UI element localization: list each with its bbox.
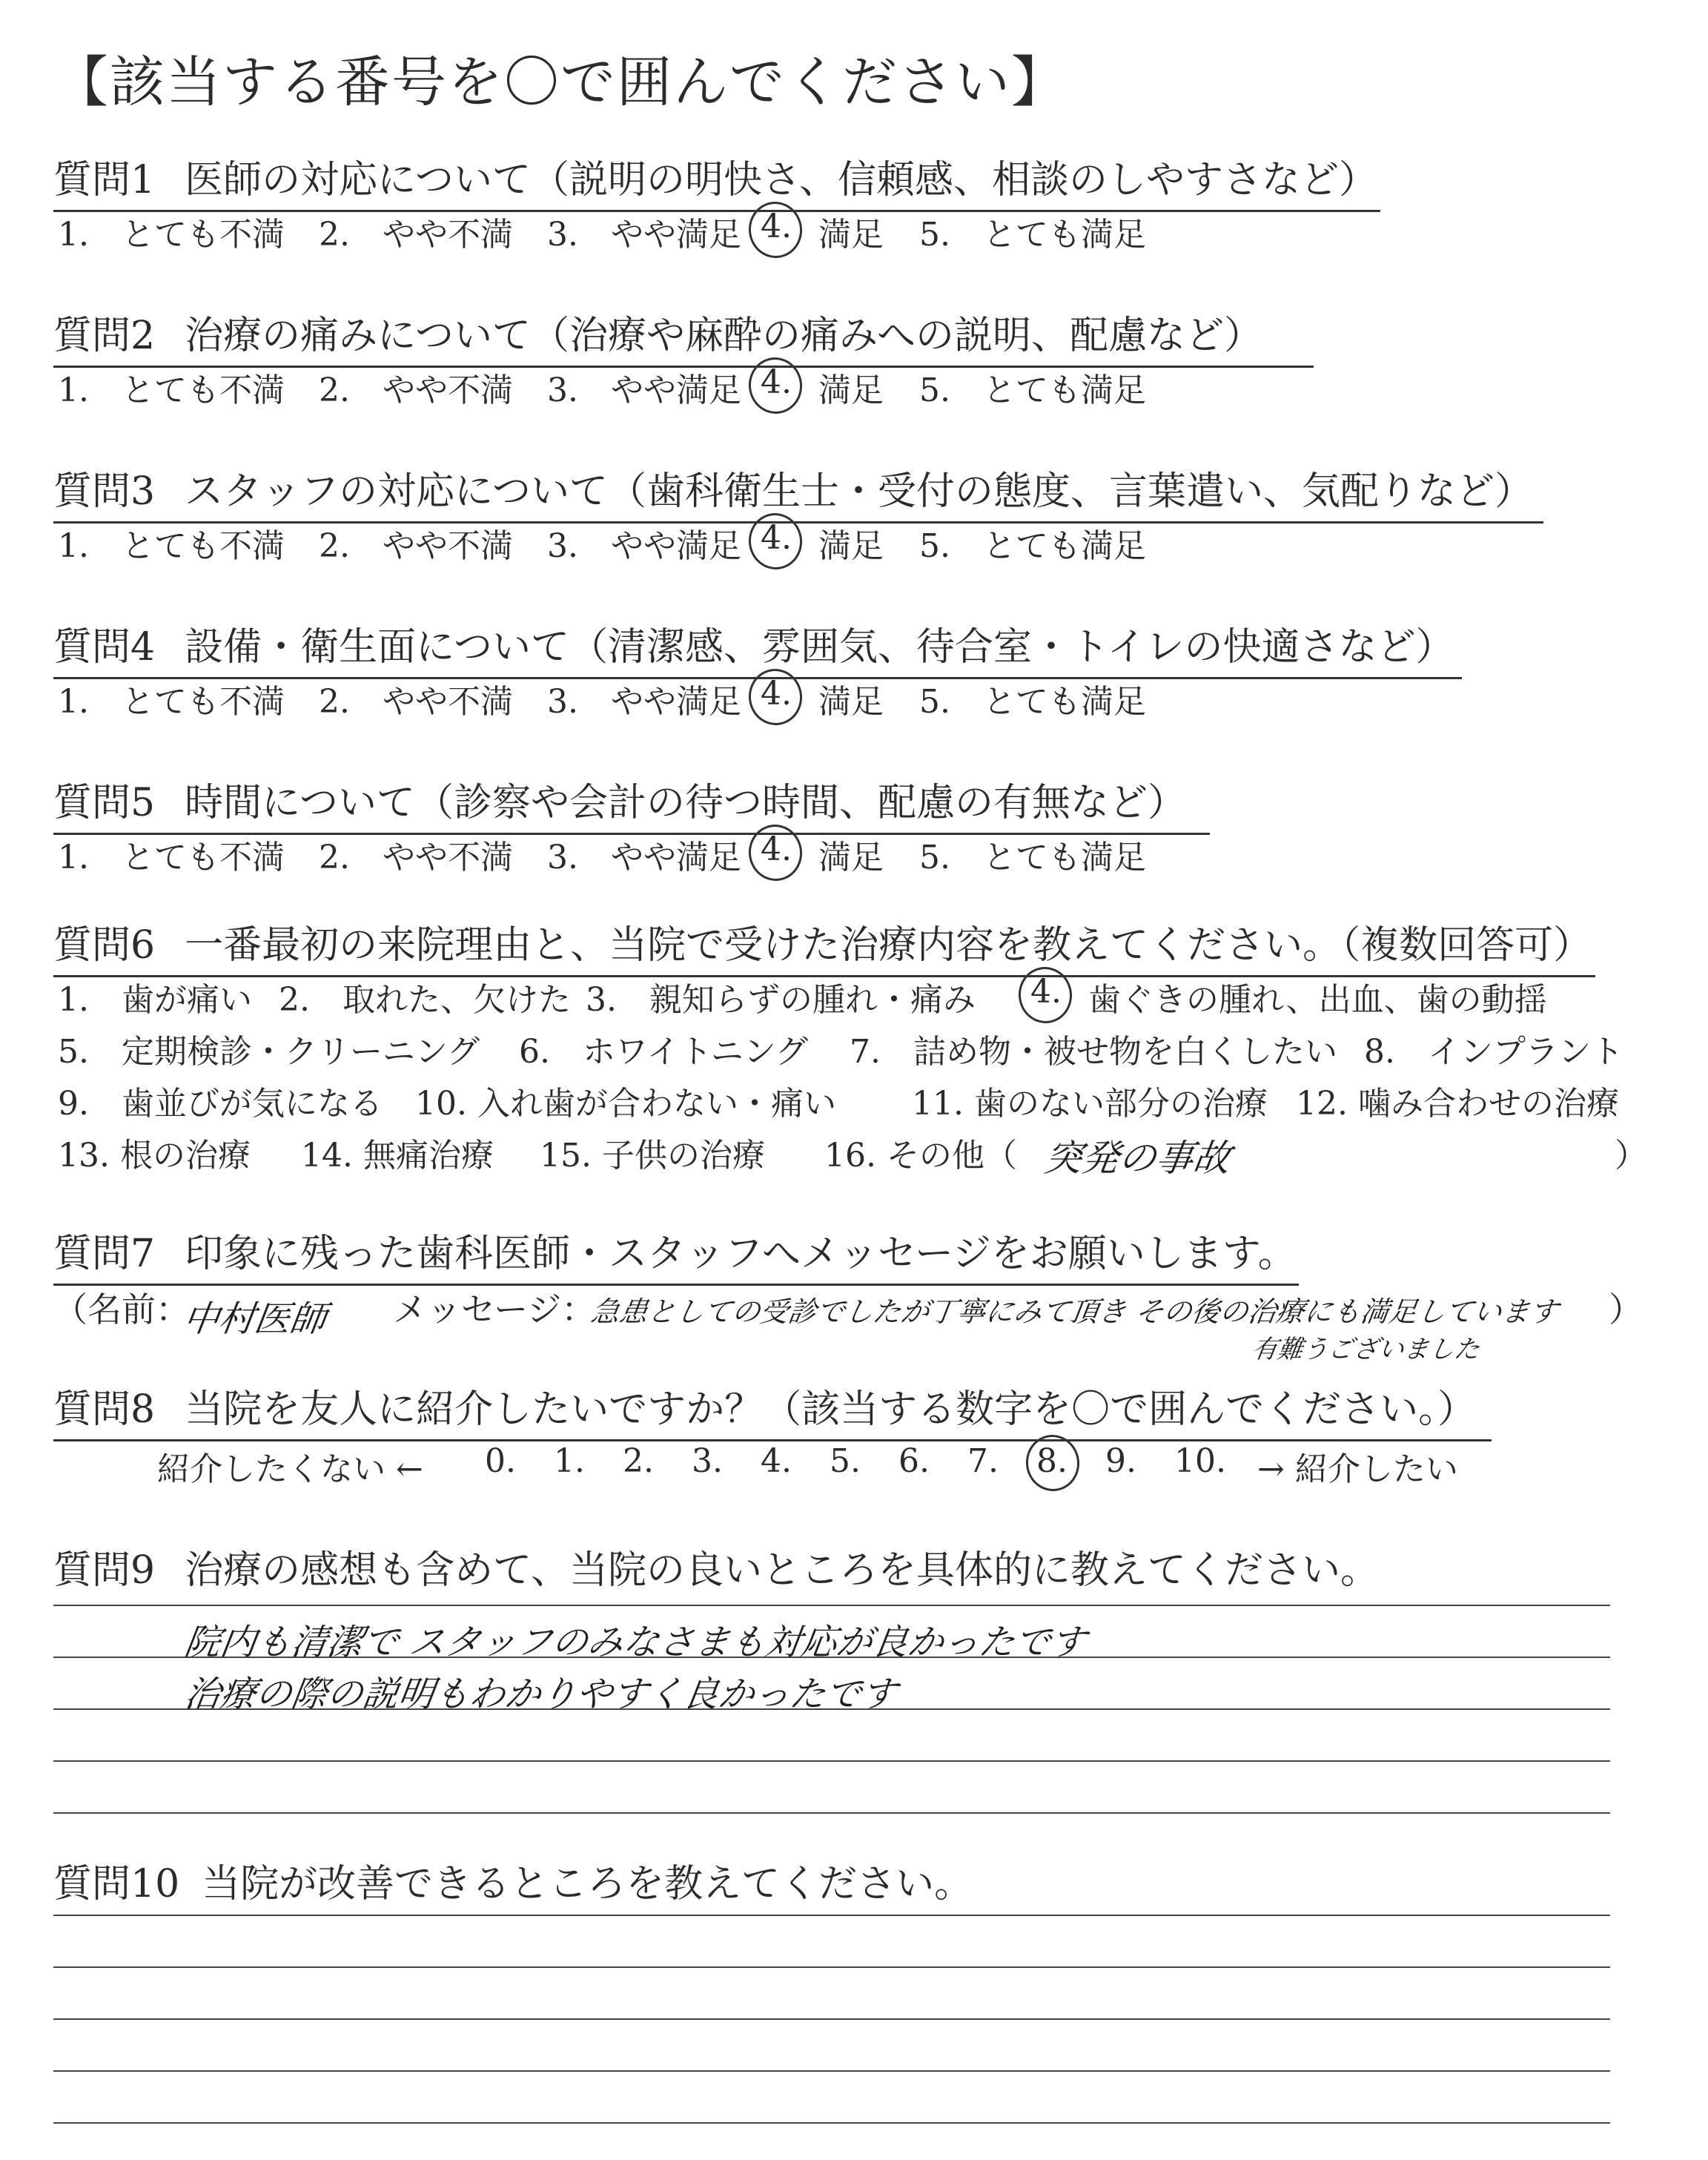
q2-title <box>53 304 1314 368</box>
q6-option-r3-c3[interactable]: 11. 歯のない部分の治療 <box>912 1085 1268 1123</box>
q8-title <box>53 1378 1492 1441</box>
q1-option-3[interactable]: 3. やや満足 <box>547 216 741 254</box>
q3-option-6[interactable]: 5. とても満足 <box>919 527 1146 565</box>
q8-text: 当院を友人に紹介したいですか？（該当する数字を〇で囲んでください。） <box>185 1387 1477 1432</box>
q6-option-r4-c2[interactable]: 14. 無痛治療 <box>301 1137 494 1175</box>
page-header: 【該当する番号を〇で囲んでください】 <box>53 50 1068 114</box>
q7-name-label: （名前： <box>53 1289 190 1330</box>
q10-number: 質問10 <box>53 1862 180 1906</box>
q9-line-4 <box>53 1760 1610 1762</box>
q5-option-6[interactable]: 5. とても満足 <box>919 839 1146 876</box>
q8-option-1[interactable]: 1. <box>554 1442 585 1480</box>
q8-option-10[interactable]: 10. <box>1174 1442 1226 1480</box>
q6-option-r3-c4[interactable]: 12. 噛み合わせの治療 <box>1296 1085 1619 1123</box>
q5-option-3[interactable]: 3. やや満足 <box>547 839 741 876</box>
q1-text: 医師の対応について（説明の明快さ、信頼感、相談のしやすさなど） <box>185 158 1377 202</box>
q10-title <box>53 1852 973 1908</box>
q1-option-6[interactable]: 5. とても満足 <box>919 216 1146 254</box>
q2-option-6[interactable]: 5. とても満足 <box>919 371 1146 409</box>
q6-title <box>53 914 1595 977</box>
q1-number: 質問1 <box>53 158 156 202</box>
q9-answer-1: 院内も清潔で スタッフのみなさまも対応が良かったです <box>182 1622 1089 1663</box>
q3-option-2[interactable]: 2. やや不満 <box>319 527 513 565</box>
q8-option-7[interactable]: 7. <box>967 1442 999 1480</box>
q8-option-0[interactable]: 0. <box>485 1442 516 1480</box>
q3-number: 質問3 <box>53 469 156 514</box>
q1-title <box>53 148 1380 212</box>
q6-option-r4-c4[interactable]: 16. その他（ <box>824 1137 1017 1175</box>
q5-option-4[interactable]: 4. <box>761 830 792 868</box>
q6-option-r2-c4[interactable]: 8. インプラント <box>1364 1033 1623 1071</box>
q8-option-8[interactable]: 8. <box>1036 1442 1068 1480</box>
q5-text: 時間について（診察や会計の待つ時間、配慮の有無など） <box>185 781 1187 825</box>
q8-option-2[interactable]: 2. <box>623 1442 654 1480</box>
q2-number: 質問2 <box>53 314 156 358</box>
q3-title <box>53 460 1543 524</box>
q5-number: 質問5 <box>53 781 156 825</box>
q1-option-1[interactable]: 1. とても不満 <box>58 216 285 254</box>
q8-option-5[interactable]: 5. <box>830 1442 861 1480</box>
q1-option-2[interactable]: 2. やや不満 <box>319 216 513 254</box>
q6-option-r4-c3[interactable]: 15. 子供の治療 <box>540 1137 765 1175</box>
q7-message-label: メッセージ： <box>393 1289 596 1330</box>
q1-option-4[interactable]: 4. <box>761 208 792 245</box>
q7-title <box>53 1222 1299 1286</box>
q6-option-r3-c1[interactable]: 9. 歯並びが気になる <box>58 1085 383 1123</box>
q8-number: 質問8 <box>53 1387 156 1432</box>
q6-option-r2-c2[interactable]: 6. ホワイトニング <box>519 1033 809 1071</box>
q4-option-5[interactable]: 満足 <box>818 683 884 721</box>
q9-title <box>53 1539 1379 1594</box>
q6-option-r2-c3[interactable]: 7. 詰め物・被せ物を白くしたい <box>850 1033 1337 1071</box>
q6-option-r4-c1[interactable]: 13. 根の治療 <box>58 1137 251 1175</box>
q7-close: ） <box>1609 1289 1643 1330</box>
q10-line-1 <box>53 1915 1610 1916</box>
q8-option-9[interactable]: 9. <box>1105 1442 1136 1480</box>
q7-message-value: 急患としての受診でしたが丁寧にみて頂き その後の治療にも満足しています <box>589 1295 1560 1328</box>
q8-left-label: 紹介したくない ← <box>157 1450 423 1488</box>
q3-option-4[interactable]: 4. <box>761 519 792 557</box>
q5-option-1[interactable]: 1. とても不満 <box>58 839 285 876</box>
q6-option-r1-c4[interactable]: 4. <box>1030 973 1062 1011</box>
q6-option-r1-c5[interactable]: 歯ぐきの腫れ、出血、歯の動揺 <box>1088 981 1547 1019</box>
q8-right-label: → 紹介したい <box>1257 1450 1458 1488</box>
q6-option-r4-c5[interactable]: ） <box>1615 1137 1647 1175</box>
q6-option-r3-c2[interactable]: 10. 入れ歯が合わない・痛い <box>415 1085 836 1123</box>
q5-option-5[interactable]: 満足 <box>818 839 884 876</box>
q6-option-r1-c2[interactable]: 2. 取れた、欠けた <box>279 981 571 1019</box>
q3-text: スタッフの対応について（歯科衛生士・受付の態度、言葉遣い、気配りなど） <box>185 469 1534 514</box>
q4-option-2[interactable]: 2. やや不満 <box>319 683 513 721</box>
q7-message-value-2: 有難うございました <box>1250 1335 1482 1364</box>
q6-option-r1-c1[interactable]: 1. 歯が痛い <box>58 981 252 1019</box>
q10-text: 当院が改善できるところを教えてください。 <box>202 1862 973 1906</box>
q3-option-3[interactable]: 3. やや満足 <box>547 527 741 565</box>
q8-option-4[interactable]: 4. <box>761 1442 792 1480</box>
q3-option-1[interactable]: 1. とても不満 <box>58 527 285 565</box>
q7-name-value: 中村医師 <box>180 1298 329 1340</box>
q7-text: 印象に残った歯科医師・スタッフへメッセージをお願いします。 <box>185 1232 1297 1276</box>
q4-option-6[interactable]: 5. とても満足 <box>919 683 1146 721</box>
q9-text: 治療の感想も含めて、当院の良いところを具体的に教えてください。 <box>185 1548 1380 1593</box>
q9-line-1 <box>53 1605 1610 1606</box>
q10-line-5 <box>53 2122 1610 2124</box>
q4-title <box>53 615 1462 679</box>
q4-option-4[interactable]: 4. <box>761 675 792 713</box>
q2-option-2[interactable]: 2. やや不満 <box>319 371 513 409</box>
q7-number: 質問7 <box>53 1232 156 1276</box>
q10-line-3 <box>53 2018 1610 2020</box>
q2-option-3[interactable]: 3. やや満足 <box>547 371 741 409</box>
q10-line-2 <box>53 1966 1610 1968</box>
q4-number: 質問4 <box>53 625 156 670</box>
q9-line-5 <box>53 1812 1610 1814</box>
q9-answer-2: 治療の際の説明もわかりやすく良かったです <box>182 1674 900 1715</box>
q6-number: 質問6 <box>53 923 156 968</box>
q4-option-3[interactable]: 3. やや満足 <box>547 683 741 721</box>
q2-text: 治療の痛みについて（治療や麻酔の痛みへの説明、配慮など） <box>185 314 1263 358</box>
q8-option-6[interactable]: 6. <box>898 1442 930 1480</box>
q5-title <box>53 771 1210 835</box>
q3-option-5[interactable]: 満足 <box>818 527 884 565</box>
q2-option-1[interactable]: 1. とても不満 <box>58 371 285 409</box>
q9-number: 質問9 <box>53 1548 156 1593</box>
q4-text: 設備・衛生面について（清潔感、雰囲気、待合室・トイレの快適さなど） <box>185 625 1454 670</box>
q8-option-3[interactable]: 3. <box>692 1442 723 1480</box>
q4-option-1[interactable]: 1. とても不満 <box>58 683 285 721</box>
q6-option-r1-c3[interactable]: 3. 親知らずの腫れ・痛み <box>586 981 976 1019</box>
q6-other-handwritten: 突発の事故 <box>1042 1137 1234 1180</box>
q5-option-2[interactable]: 2. やや不満 <box>319 839 513 876</box>
q10-line-4 <box>53 2070 1610 2072</box>
q1-option-5[interactable]: 満足 <box>818 216 884 254</box>
q6-option-r2-c1[interactable]: 5. 定期検診・クリーニング <box>58 1033 480 1071</box>
q6-text: 一番最初の来院理由と、当院で受けた治療内容を教えてください。（複数回答可） <box>185 923 1592 968</box>
q2-option-4[interactable]: 4. <box>761 363 792 401</box>
q2-option-5[interactable]: 満足 <box>818 371 884 409</box>
